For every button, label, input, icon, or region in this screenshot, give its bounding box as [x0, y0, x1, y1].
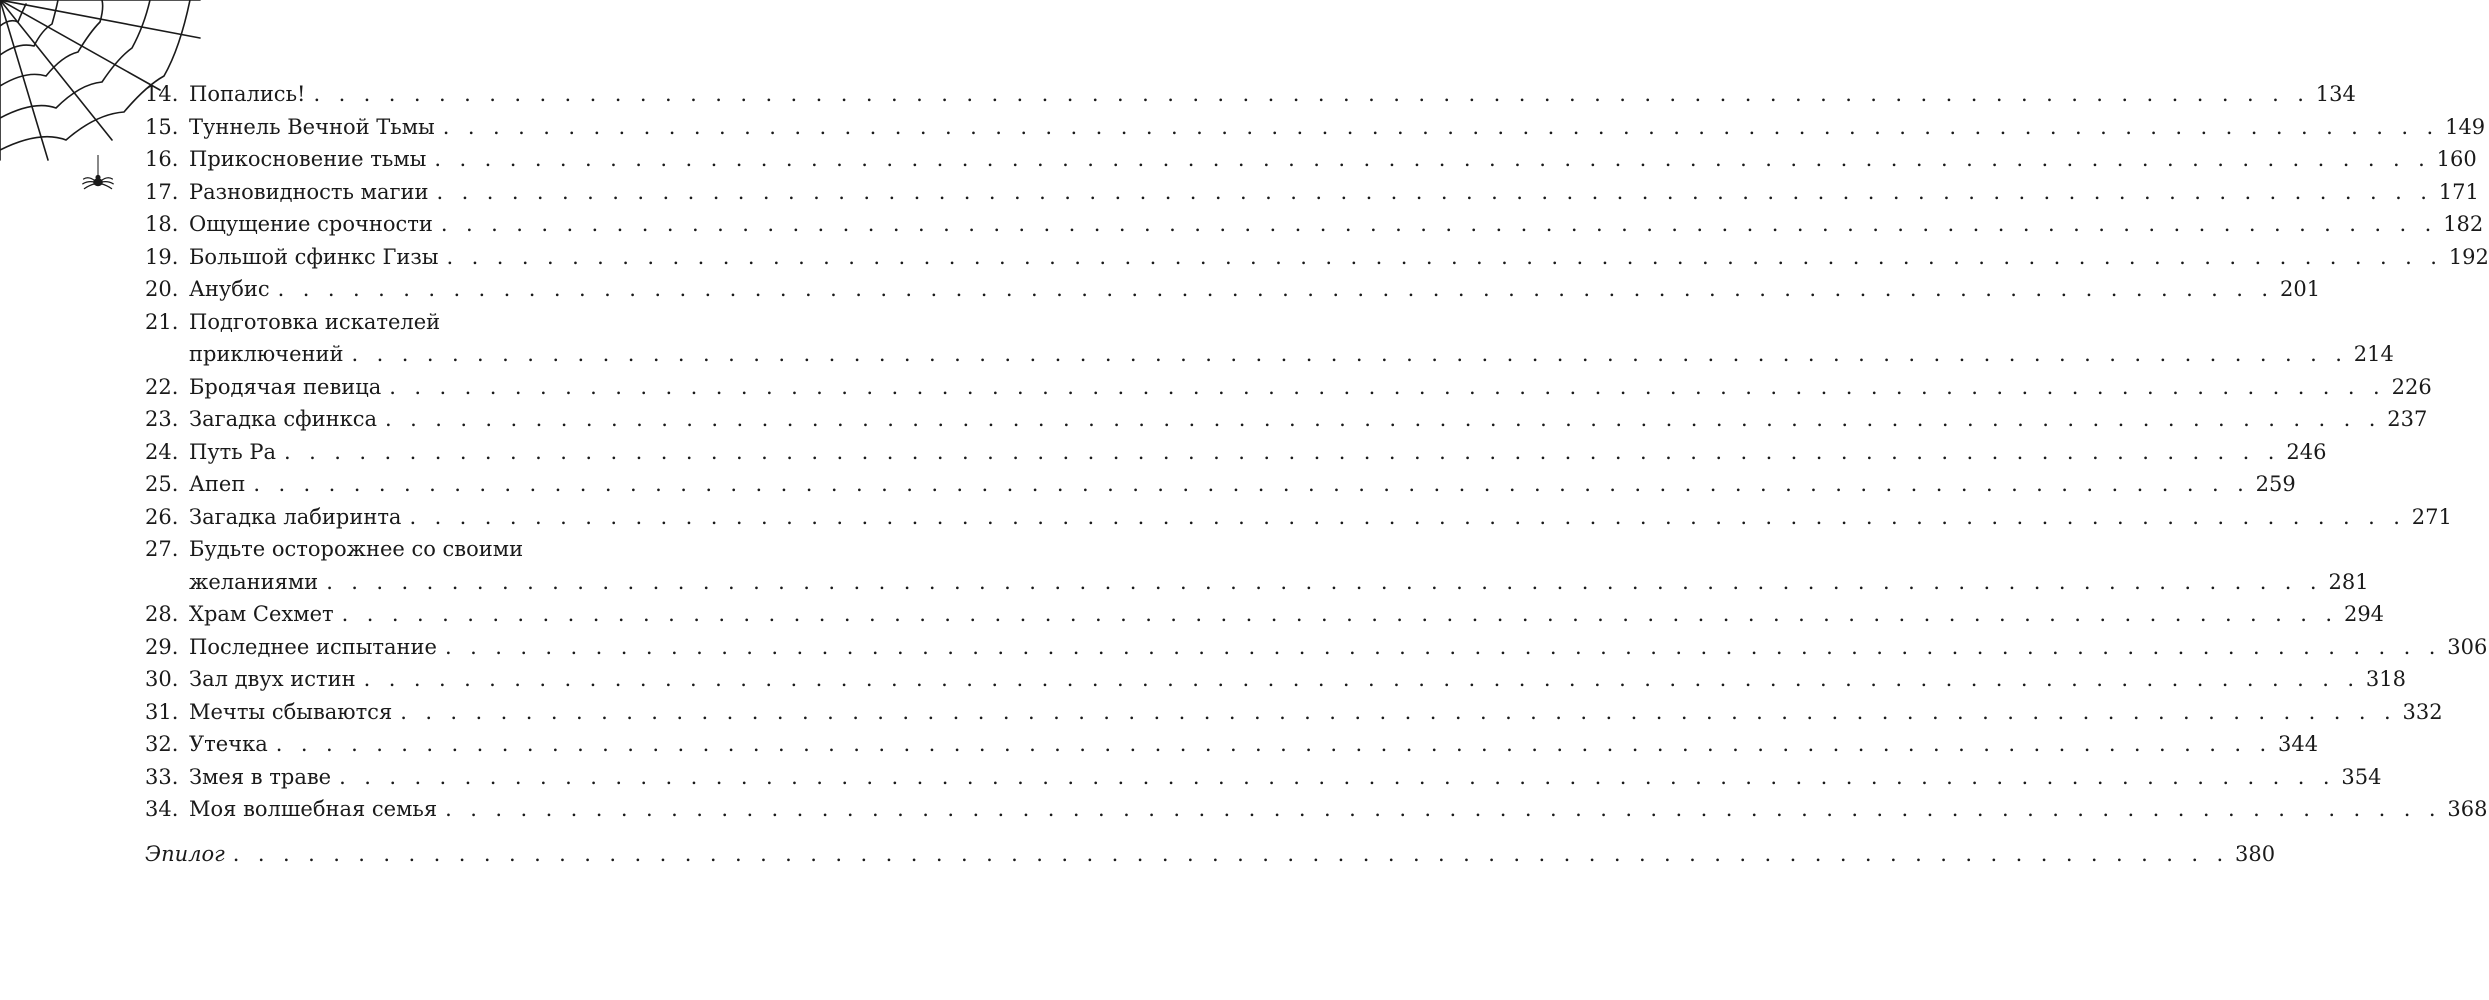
dot-leader: . . . . . . . . . . . . . . . . . . . . . . . . . . . . . . . . . . . . . . . . . . . . . . . . . . . . . . . . . . . . . . . . . . . . . . . . . . . . . . . .: [440, 212, 2438, 236]
page-number: 149: [2445, 114, 2486, 139]
page-number: 182: [2443, 212, 2484, 236]
chapter-title: Загадка лабиринта: [189, 504, 402, 529]
chapter-number: 33.: [145, 764, 179, 789]
toc-line: [145, 111, 2486, 144]
toc-entry: [145, 111, 2486, 144]
chapter-number: 21.: [145, 309, 179, 334]
toc-entry: [145, 696, 2443, 729]
toc-line: [145, 78, 2356, 111]
toc-entry: [145, 143, 2477, 176]
page-number: 344: [2278, 732, 2319, 756]
dot-leader: . . . . . . . . . . . . . . . . . . . . . . . . . . . . . . . . . . . . . . . . . . . . . . . . . . . . . . . . . . . . . . . . . . . . . . . . . . . . . . . .: [436, 179, 2433, 204]
toc-line: [145, 273, 2321, 306]
chapter-title: Попались!: [189, 82, 306, 106]
dot-leader: . . . . . . . . . . . . . . . . . . . . . . . . . . . . . . . . . . . . . . . . . . . . . . . . . . . . . . . . . . . . . . . . . . . . . . . . . . . . . . . .: [253, 472, 2250, 496]
chapter-number: 14.: [145, 82, 179, 106]
toc-line: [145, 598, 2385, 631]
spider-icon: [82, 150, 130, 192]
chapter-title: Ощущение срочности: [189, 212, 433, 236]
chapter-title: Апеп: [189, 472, 246, 496]
chapter-title: Путь Ра: [189, 439, 277, 464]
dot-leader: . . . . . . . . . . . . . . . . . . . . . . . . . . . . . . . . . . . . . . . . . . . . . . . . . . . . . . . . . . . . . . . . . . . . . . . . . . . . . . . .: [275, 732, 2273, 756]
dot-leader: . . . . . . . . . . . . . . . . . . . . . . . . . . . . . . . . . . . . . . . . . . . . . . . . . . . . . . . . . . . . . . . . . . . . . . . . . . . . . . . .: [363, 667, 2360, 691]
toc-line: [145, 371, 2432, 404]
chapter-number: 18.: [145, 212, 179, 236]
chapter-title: Храм Сехмет: [189, 602, 334, 626]
epilogue-entry: [145, 838, 2276, 871]
toc-line: [145, 436, 2327, 469]
chapter-title: приключений: [189, 342, 344, 366]
toc-entry: [145, 176, 2479, 209]
chapter-title: Подготовка искателей: [189, 309, 441, 334]
page-number: 246: [2286, 439, 2327, 464]
dot-leader: . . . . . . . . . . . . . . . . . . . . . . . . . . . . . . . . . . . . . . . . . . . . . . . . . . . . . . . . . . . . . . . . . . . . . . . . . . . . . . . .: [232, 841, 2230, 866]
chapter-title: Анубис: [189, 277, 270, 301]
toc-line: [145, 631, 2488, 664]
chapter-number: 26.: [145, 504, 179, 529]
toc-line: [145, 838, 2276, 871]
toc-line: [145, 403, 2428, 436]
epilogue-title: Эпилог: [145, 841, 225, 866]
dot-leader: . . . . . . . . . . . . . . . . . . . . . . . . . . . . . . . . . . . . . . . . . . . . . . . . . . . . . . . . . . . . . . . . . . . . . . . . . . . . . . . .: [446, 244, 2443, 269]
toc-entry: [145, 241, 2489, 274]
chapter-number: 30.: [145, 667, 179, 691]
chapter-title: Разновидность магии: [189, 179, 429, 204]
chapter-number: 32.: [145, 732, 179, 756]
chapter-title: Прикосновение тьмы: [189, 147, 427, 171]
chapter-title: Большой сфинкс Гизы: [189, 244, 439, 269]
dot-leader: . . . . . . . . . . . . . . . . . . . . . . . . . . . . . . . . . . . . . . . . . . . . . . . . . . . . . . . . . . . . . . . . . . . . . . . . . . . . . . . .: [284, 439, 2281, 464]
toc-entry: [145, 501, 2452, 534]
chapter-number: 16.: [145, 147, 179, 171]
chapter-title: Змея в траве: [189, 764, 332, 789]
chapter-number: 23.: [145, 407, 179, 431]
page-number: 332: [2402, 699, 2443, 724]
dot-leader: . . . . . . . . . . . . . . . . . . . . . . . . . . . . . . . . . . . . . . . . . . . . . . . . . . . . . . . . . . . . . . . . . . . . . . . . . . . . . . . .: [442, 114, 2440, 139]
toc-entry: [145, 761, 2382, 794]
dot-leader: . . . . . . . . . . . . . . . . . . . . . . . . . . . . . . . . . . . . . . . . . . . . . . . . . . . . . . . . . . . . . . . . . . . . . . . . . . . . . . . .: [445, 797, 2442, 821]
chapter-title: Туннель Вечной Тьмы: [189, 114, 435, 139]
toc-entry: [145, 78, 2356, 111]
page-number: 160: [2436, 147, 2477, 171]
toc-entry: [145, 598, 2385, 631]
dot-leader: . . . . . . . . . . . . . . . . . . . . . . . . . . . . . . . . . . . . . . . . . . . . . . . . . . . . . . . . . . . . . . . . . . . . . . . . . . . . . . . .: [389, 374, 2386, 399]
chapter-number: 27.: [145, 537, 179, 561]
chapter-title: Загадка сфинкса: [189, 407, 377, 431]
toc-entry: [145, 403, 2428, 436]
page-number: 226: [2391, 374, 2432, 399]
page-number: 380: [2235, 841, 2276, 866]
toc-line: [145, 468, 2296, 501]
chapter-title: желаниями: [189, 569, 319, 594]
dot-leader: . . . . . . . . . . . . . . . . . . . . . . . . . . . . . . . . . . . . . . . . . . . . . . . . . . . . . . . . . . . . . . . . . . . . . . . . . . . . . . . .: [326, 569, 2323, 594]
dot-leader: . . . . . . . . . . . . . . . . . . . . . . . . . . . . . . . . . . . . . . . . . . . . . . . . . . . . . . . . . . . . . . . . . . . . . . . . . . . . . . . .: [400, 699, 2397, 724]
chapter-title: Зал двух истин: [189, 667, 356, 691]
dot-leader: . . . . . . . . . . . . . . . . . . . . . . . . . . . . . . . . . . . . . . . . . . . . . . . . . . . . . . . . . . . . . . . . . . . . . . . . . . . . . . . .: [409, 504, 2406, 529]
toc-entry: [145, 663, 2407, 696]
toc-line: [145, 663, 2407, 696]
toc-line: [145, 208, 2484, 241]
chapter-title: Мечты сбываются: [189, 699, 393, 724]
dot-leader: . . . . . . . . . . . . . . . . . . . . . . . . . . . . . . . . . . . . . . . . . . . . . . . . . . . . . . . . . . . . . . . . . . . . . . . . . . . . . . . .: [434, 147, 2431, 171]
toc-line: [145, 241, 2489, 274]
page-number: 237: [2387, 407, 2428, 431]
chapter-title: Бродячая певица: [189, 374, 382, 399]
toc-entry: [145, 371, 2432, 404]
page-number: 192: [2448, 244, 2489, 269]
toc-entry: [145, 631, 2488, 664]
toc-entry: [145, 533, 2369, 598]
chapter-title: Будьте осторожнее со своими: [189, 537, 524, 561]
toc-line: [145, 793, 2488, 826]
chapter-number: 25.: [145, 472, 179, 496]
page-number: 306: [2447, 634, 2488, 659]
page-number: 171: [2438, 179, 2479, 204]
dot-leader: . . . . . . . . . . . . . . . . . . . . . . . . . . . . . . . . . . . . . . . . . . . . . . . . . . . . . . . . . . . . . . . . . . . . . . . . . . . . . . . .: [384, 407, 2382, 431]
page-number: 201: [2279, 277, 2321, 301]
toc-line: [145, 728, 2319, 761]
toc-entry: [145, 436, 2327, 469]
chapter-number: 15.: [145, 114, 179, 139]
toc-entry: [145, 273, 2321, 306]
chapter-number: 22.: [145, 374, 179, 399]
dot-leader: . . . . . . . . . . . . . . . . . . . . . . . . . . . . . . . . . . . . . . . . . . . . . . . . . . . . . . . . . . . . . . . . . . . . . . . . . . . . . . . .: [277, 277, 2274, 301]
toc-entry: [145, 468, 2296, 501]
dot-leader: . . . . . . . . . . . . . . . . . . . . . . . . . . . . . . . . . . . . . . . . . . . . . . . . . . . . . . . . . . . . . . . . . . . . . . . . . . . . . . . .: [313, 82, 2310, 106]
chapter-number: 31.: [145, 699, 179, 724]
page-number: 294: [2343, 602, 2385, 626]
page-number: 134: [2315, 82, 2356, 106]
dot-leader: . . . . . . . . . . . . . . . . . . . . . . . . . . . . . . . . . . . . . . . . . . . . . . . . . . . . . . . . . . . . . . . . . . . . . . . . . . . . . . . .: [339, 764, 2336, 789]
page-number: 259: [2255, 472, 2296, 496]
toc-line: [145, 761, 2382, 794]
chapter-number: 24.: [145, 439, 179, 464]
chapter-number: 19.: [145, 244, 179, 269]
toc-entry: [145, 793, 2488, 826]
dot-leader: . . . . . . . . . . . . . . . . . . . . . . . . . . . . . . . . . . . . . . . . . . . . . . . . . . . . . . . . . . . . . . . . . . . . . . . . . . . . . . . .: [351, 342, 2348, 366]
toc-line: [145, 143, 2477, 176]
table-of-contents: [145, 78, 2489, 870]
chapter-title: Моя волшебная семья: [189, 797, 438, 821]
chapter-number: 29.: [145, 634, 179, 659]
page-number: 281: [2328, 569, 2369, 594]
toc-line: [145, 338, 2394, 371]
toc-line: [145, 533, 707, 566]
chapter-title: Последнее испытание: [189, 634, 437, 659]
page-number: 271: [2411, 504, 2452, 529]
page-number: 368: [2447, 797, 2488, 821]
chapter-title: Утечка: [189, 732, 268, 756]
page-number: 214: [2353, 342, 2394, 366]
page-number: 318: [2365, 667, 2407, 691]
toc-line: [145, 501, 2452, 534]
toc-entry: [145, 208, 2484, 241]
toc-entry: [145, 728, 2319, 761]
toc-entry: [145, 306, 2394, 371]
chapter-number: 34.: [145, 797, 179, 821]
dot-leader: . . . . . . . . . . . . . . . . . . . . . . . . . . . . . . . . . . . . . . . . . . . . . . . . . . . . . . . . . . . . . . . . . . . . . . . . . . . . . . . .: [444, 634, 2442, 659]
toc-line: [145, 696, 2443, 729]
toc-line: [145, 176, 2479, 209]
chapter-number: 28.: [145, 602, 179, 626]
toc-line: [145, 566, 2369, 599]
page-number: 354: [2341, 764, 2382, 789]
dot-leader: . . . . . . . . . . . . . . . . . . . . . . . . . . . . . . . . . . . . . . . . . . . . . . . . . . . . . . . . . . . . . . . . . . . . . . . . . . . . . . . .: [341, 602, 2338, 626]
toc-line: [145, 306, 707, 339]
chapter-number: 17.: [145, 179, 179, 204]
chapter-number: 20.: [145, 277, 179, 301]
